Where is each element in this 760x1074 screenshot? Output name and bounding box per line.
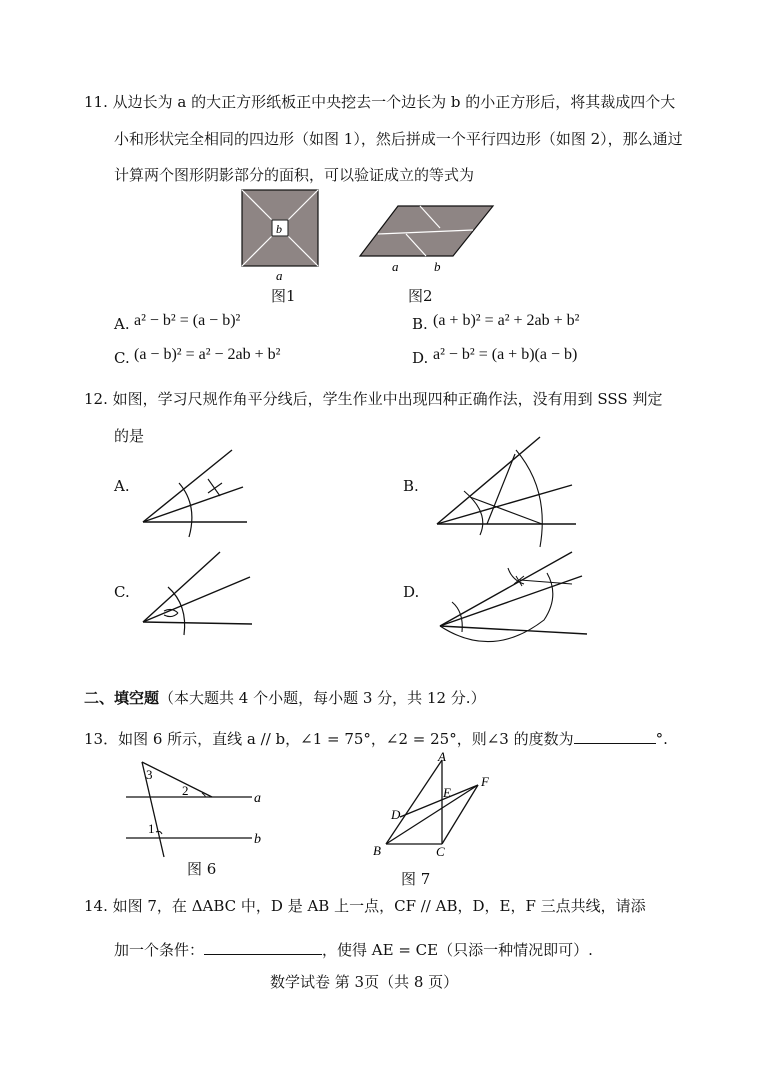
- figure-6: [120, 760, 270, 860]
- q11-option-c-letter: C.: [114, 349, 130, 367]
- q13-text-after: °.: [655, 730, 668, 748]
- fig6-label-1: 1: [148, 821, 155, 836]
- q13-answer-blank[interactable]: [574, 729, 656, 744]
- fig1-label-b: b: [276, 222, 282, 236]
- figure-1: [236, 188, 326, 283]
- page-footer: 数学试卷 第 3页（共 8 页）: [270, 973, 459, 991]
- section2-heading: [84, 688, 486, 708]
- q11-line1: 11. 从边长为 a 的大正方形纸板正中央挖去一个边长为 b 的小正方形后，将其裁成四个大: [84, 93, 676, 111]
- fig7-label-b: B: [373, 843, 381, 858]
- q13-line: [84, 729, 668, 749]
- q12-option-c-label: C.: [114, 583, 130, 601]
- fig1-caption: 图1: [271, 287, 296, 305]
- q11-option-a-letter: A.: [114, 315, 130, 333]
- fig7-label-a: A: [438, 752, 446, 764]
- q14-text-before: 加一个条件：: [114, 941, 205, 959]
- fig6-label-b: b: [254, 832, 261, 847]
- figure-7: [370, 752, 505, 862]
- fig7-label-d: D: [391, 807, 401, 822]
- figure-2: [358, 200, 498, 278]
- fig1-label-a: a: [276, 268, 283, 283]
- q12-figure-a: [140, 445, 255, 540]
- fig2-caption: 图2: [408, 287, 433, 305]
- q12-line1: 12. 如图，学习尺规作角平分线后，学生作业中出现四种正确作法，没有用到 SSS 判定: [84, 390, 663, 408]
- q13-text: 13．如图 6 所示，直线 a // b，∠1 = 75°，∠2 = 25°，则∠3 的度数为: [84, 730, 574, 748]
- fig7-caption: 图 7: [401, 870, 431, 888]
- q12-option-b-label: B.: [403, 477, 419, 495]
- fig2-label-a: a: [392, 259, 399, 274]
- q14-answer-blank[interactable]: [204, 940, 322, 955]
- fig7-label-f: F: [481, 774, 489, 789]
- q11-option-c-formula: (a − b)² = a² − 2ab + b²: [134, 346, 281, 363]
- q11-option-b-formula: (a + b)² = a² + 2ab + b²: [433, 312, 580, 329]
- q11-line2: 小和形状完全相同的四边形（如图 1），然后拼成一个平行四边形（如图 2），那么通过: [114, 130, 683, 148]
- q12-line2: 的是: [114, 427, 145, 445]
- q11-option-d-formula: a² − b² = (a + b)(a − b): [433, 346, 578, 363]
- q11-option-b-letter: B.: [412, 315, 428, 333]
- fig6-label-a: a: [254, 791, 261, 806]
- q11-option-a-formula: a² − b² = (a − b)²: [134, 312, 241, 329]
- q12-option-d-label: D.: [403, 583, 420, 601]
- section2-title: 二、填空题: [84, 689, 160, 707]
- fig6-caption: 图 6: [187, 860, 217, 878]
- fig6-label-2: 2: [182, 783, 189, 798]
- q12-figure-d: [432, 540, 592, 660]
- section2-note: （本大题共 4 个小题，每小题 3 分，共 12 分.）: [159, 689, 486, 707]
- fig6-label-3: 3: [146, 767, 153, 782]
- fig7-label-c: C: [436, 844, 445, 859]
- q12-figure-c: [140, 545, 260, 640]
- q11-line3: 计算两个图形阴影部分的面积，可以验证成立的等式为: [114, 166, 475, 184]
- q14-line1: 14. 如图 7，在 ΔABC 中，D 是 AB 上一点，CF // AB，D，E，F 三点共线，请添: [84, 897, 646, 915]
- q12-figure-b: [432, 435, 582, 550]
- q12-option-a-label: A.: [114, 477, 130, 495]
- fig2-label-b: b: [434, 259, 441, 274]
- q11-option-d-letter: D.: [412, 349, 429, 367]
- fig7-label-e: E: [443, 785, 451, 800]
- q14-line2: [114, 940, 593, 960]
- q14-text-after: ，使得 AE = CE（只添一种情况即可）.: [322, 941, 593, 959]
